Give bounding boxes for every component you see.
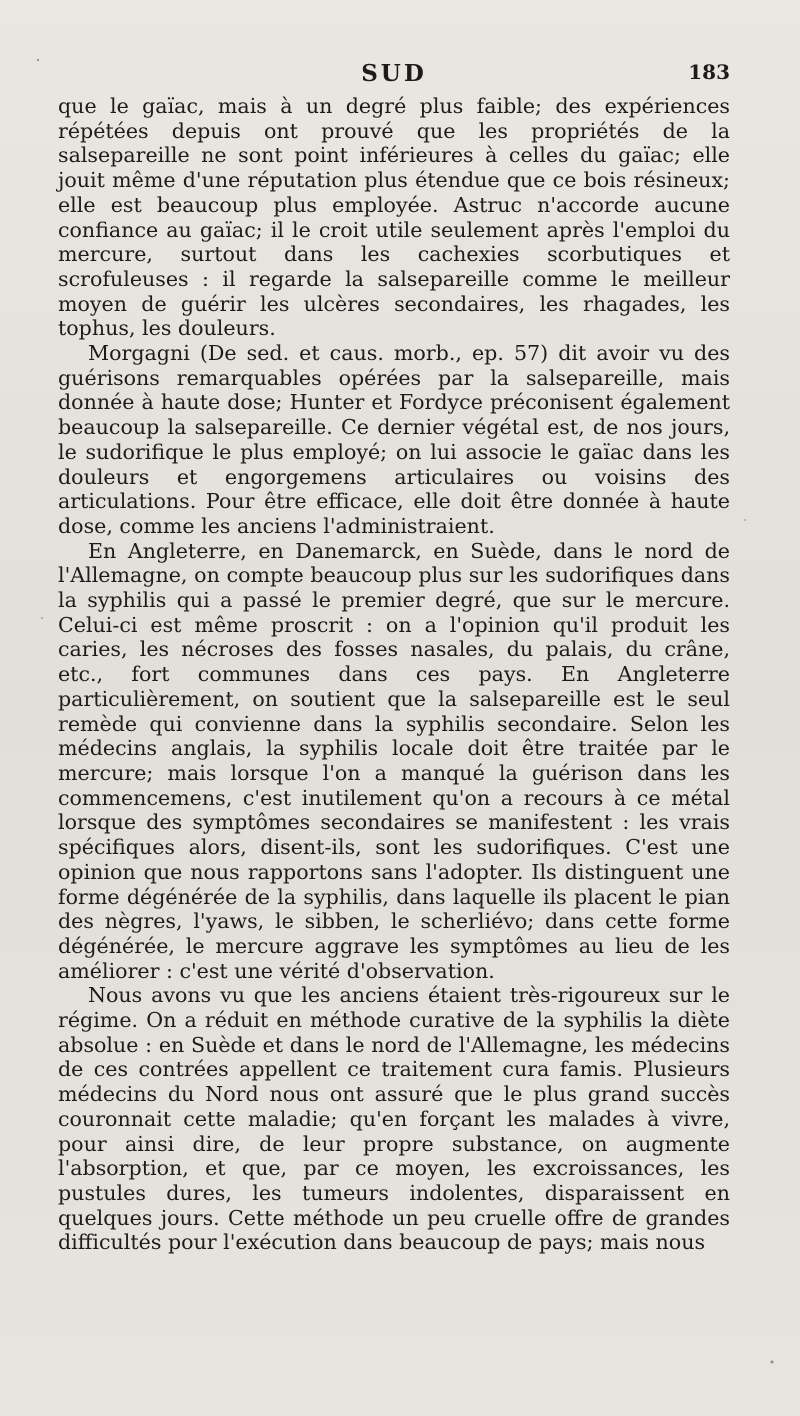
- running-head: [58, 60, 730, 90]
- paragraph-3: En Angleterre, en Danemarck, en Suède, dans le nord de l'Allemagne, on compte beaucoup plus sur les sudorifiques dans la syphilis qui a passé le premier degré, que sur le mercure. Celui-ci est même proscrit : on a l'opinion qu'il produit les caries, les nécroses des fosses nasales, du palais, du crâne, etc., fort communes dans ces pays. En Angleterre particulièrement, on soutient que la salsepareille est le seul remède qui convienne dans la syphilis secondaire. Selon les médecins anglais, la syphilis locale doit être traitée par le mercure; mais lorsque l'on a manqué la guérison dans les commencemens, c'est inutilement qu'on a recours à ce métal lorsque des symptômes secondaires se manifestent : les vrais spécifiques alors, disent-ils, sont les sudorifiques. C'est une opinion que nous rapportons sans l'adopter. Ils distinguent une forme dégénérée de la syphilis, dans laquelle ils placent le pian des nègres, l'yaws, le sibben, le scherliévo; dans cette forme dégénérée, le mercure aggrave les symptômes au lieu de les améliorer : c'est une vérité d'observation.: [58, 538, 730, 983]
- paragraph-1: que le gaïac, mais à un degré plus faible; des expériences répétées depuis ont prouvé que les propriétés de la salsepareille ne sont point inférieures à celles du gaïac; elle jouit même d'une réputation plus étendue que ce bois résineux; elle est beaucoup plus employée. Astruc n'accorde aucune confiance au gaïac; il le croit utile seulement après l'emploi du mercure, surtout dans les cachexies scorbutiques et scrofuleuses : il regarde la salsepareille comme le meilleur moyen de guérir les ulcères secondaires, les rhagades, les tophus, les douleurs.: [58, 94, 730, 341]
- paragraph-4: Nous avons vu que les anciens étaient très-rigoureux sur le régime. On a réduit en méthode curative de la syphilis la diète absolue : en Suède et dans le nord de l'Allemagne, les médecins de ces contrées appellent ce traitement cura famis. Plusieurs médecins du Nord nous ont assuré que le plus grand succès couronnait cette maladie; qu'en forçant les malades à vivre, pour ainsi dire, de leur propre substance, on augmente l'absorption, et que, par ce moyen, les excroissances, les pustules dures, les tumeurs indolentes, disparaissent en quelques jours. Cette méthode un peu cruelle offre de grandes difficultés pour l'exécution dans beaucoup de pays; mais nous: [58, 983, 730, 1255]
- page-number: 183: [688, 60, 730, 84]
- page-title: SUD: [361, 60, 427, 87]
- paragraph-2: Morgagni (De sed. et caus. morb., ep. 57) dit avoir vu des guérisons remarquables opérées par la salsepareille, mais donnée à haute dose; Hunter et Fordyce préconisent également beaucoup la salsepareille. Ce dernier végétal est, de nos jours, le sudorifique le plus employé; on lui associe le gaïac dans les douleurs et engorgemens articulaires ou voisins des articulations. Pour être efficace, elle doit être donnée à haute dose, comme les anciens l'administraient.: [58, 341, 730, 538]
- text-body: [58, 94, 730, 1255]
